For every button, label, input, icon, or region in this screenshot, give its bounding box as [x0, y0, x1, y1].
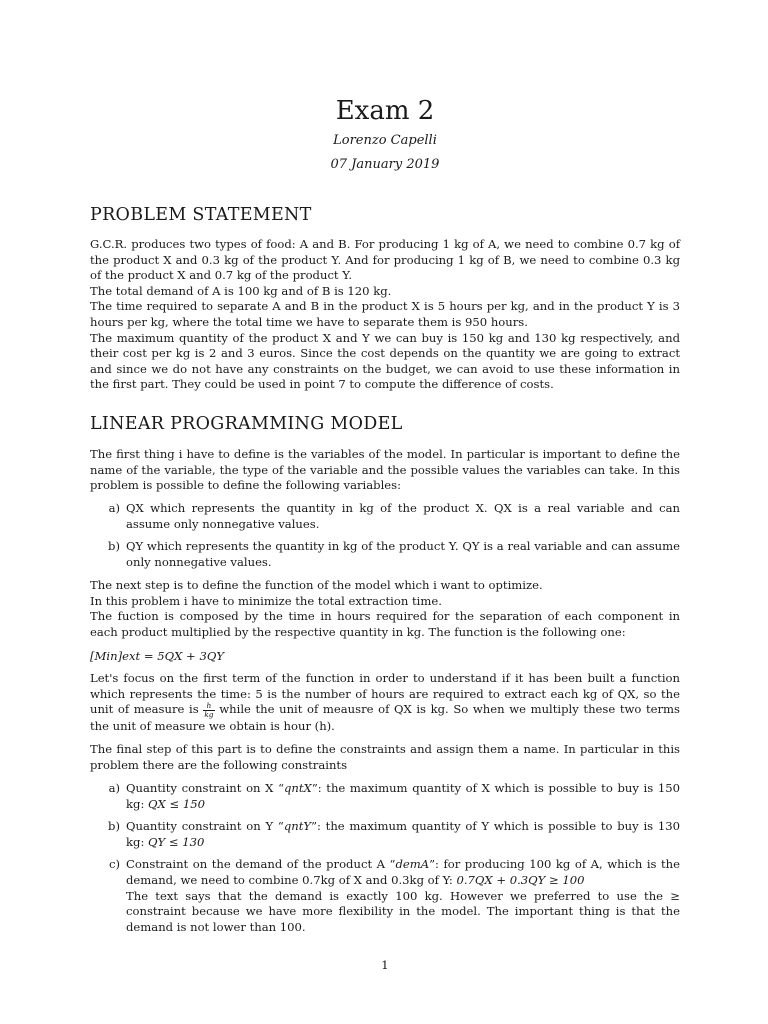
constraints-list: [90, 781, 680, 942]
list-label: a): [108, 781, 120, 795]
lp-intro: [90, 447, 680, 494]
constraint-name: demA: [395, 857, 430, 872]
fraction-h-per-kg: [203, 702, 214, 719]
constraint-name: qntX: [284, 781, 312, 795]
problem-statement-body: [90, 237, 680, 393]
paragraph: [90, 671, 680, 735]
list-label: b): [108, 819, 120, 834]
text-span: while the unit of meausre of QX is kg. So when we multiply these two terms the unit of measure we obtain is hour (h).: [90, 702, 681, 734]
text-span: Constraint on the demand of the product A “: [126, 857, 396, 872]
text-span: ”: the maximum quantity of X which is possible to buy is 150 kg:: [126, 781, 680, 811]
variables-list: [90, 501, 680, 577]
text-span: Quantity constraint on X “: [126, 781, 284, 795]
fraction-denominator: kg: [204, 710, 214, 720]
list-label: c): [108, 857, 120, 872]
paragraph: The maximum quantity of the product X and Y we can buy is 150 kg and 130 kg respectively, and their cost per kg is 2 and 3 euros. Since the cost depends on the quantity we are going to extract and since we do not have any constraints on the budget, we can avoid to use these information in the first part. They could be used in point 7 to compute the difference of costs.: [90, 330, 680, 392]
paragraph: The first thing i have to define is the variables of the model. In particular is important to define the name of the variable, the type of the variable and the possible values the variables can take. In this problem is possible to define the following variables:: [90, 447, 680, 493]
list-item: [90, 781, 680, 812]
section-heading-lp-model: LINEAR PROGRAMMING MODEL: [90, 414, 403, 434]
text-span: ”: the maximum quantity of Y which is possible to buy is 130 kg:: [126, 819, 680, 849]
paragraph: G.C.R. produces two types of food: A and B. For producing 1 kg of A, we need to combine 0.7 kg of the product X and 0.3 kg of the product Y. And for producing 1 kg of B, we need to combine 0.3 kg of the product X and 0.7 kg of the product Y.: [90, 237, 680, 283]
list-item: [90, 539, 680, 570]
paragraph: The final step of this part is to define the constraints and assign them a name. In particular in this problem there are the following constraints: [90, 742, 680, 772]
constraint-expression: QY ≤ 130: [148, 834, 205, 849]
constraint-expression: 0.7QX + 0.3QY ≥ 100: [456, 872, 585, 887]
page-number: 1: [381, 958, 389, 972]
section-heading-problem-statement: PROBLEM STATEMENT: [90, 205, 312, 225]
document-date: 07 January 2019: [330, 157, 440, 172]
paragraph: The total demand of A is 100 kg and of B is 120 kg.: [90, 283, 392, 298]
list-item: [90, 857, 680, 935]
fraction-numerator: h: [203, 702, 214, 711]
document-title: Exam 2: [335, 96, 435, 126]
paragraph: The fuction is composed by the time in hours required for the separation of each component in each product multiplied by the respective quantity in kg. The function is the following one:: [90, 609, 680, 639]
paragraph: The next step is to define the function of the model which i want to optimize.: [90, 578, 543, 592]
constraint-name: qntY: [283, 819, 312, 834]
list-text: [126, 857, 680, 935]
unit-analysis: [90, 671, 680, 735]
constraints-intro: [90, 742, 680, 773]
list-text: [126, 819, 680, 850]
constraint-expression: QX ≤ 150: [148, 796, 206, 811]
list-label: a): [108, 501, 120, 515]
objective-function: [Min]ext = 5QX + 3QY: [90, 649, 224, 663]
list-text: QX which represents the quantity in kg of the product X. QX is a real variable and can assume only nonnegative values.: [126, 501, 680, 531]
paragraph: In this problem i have to minimize the total extraction time.: [90, 593, 442, 608]
text-span: Quantity constraint on Y “: [126, 819, 284, 834]
paragraph: The time required to separate A and B in the product X is 5 hours per kg, and in the product Y is 3 hours per kg, where the total time we have to separate them is 950 hours.: [90, 299, 680, 329]
list-item: [90, 819, 680, 850]
text-span: The text says that the demand is exactly 100 kg. However we preferred to use the ≥ constraint because we have more flexibility in the model. The important thing is that the demand is not lower than 100.: [126, 888, 680, 934]
text-span: Let's focus on the first term of the function in order to understand if it has been built a function which represents the time: 5 is the number of hours are required to extract each kg of QX, so the unit of measure is: [90, 671, 680, 717]
list-text: QY which represents the quantity in kg of the product Y. QY is a real variable and can assume only nonnegative values.: [126, 539, 680, 569]
text-span: ”: for producing 100 kg of A, which is the demand, we need to combine 0.7kg of X and 0.3kg of Y:: [126, 857, 680, 887]
list-label: b): [108, 539, 120, 554]
list-text: [126, 781, 680, 812]
list-item: [90, 501, 680, 532]
author-name: Lorenzo Capelli: [333, 133, 437, 148]
objective-description: [90, 578, 680, 640]
